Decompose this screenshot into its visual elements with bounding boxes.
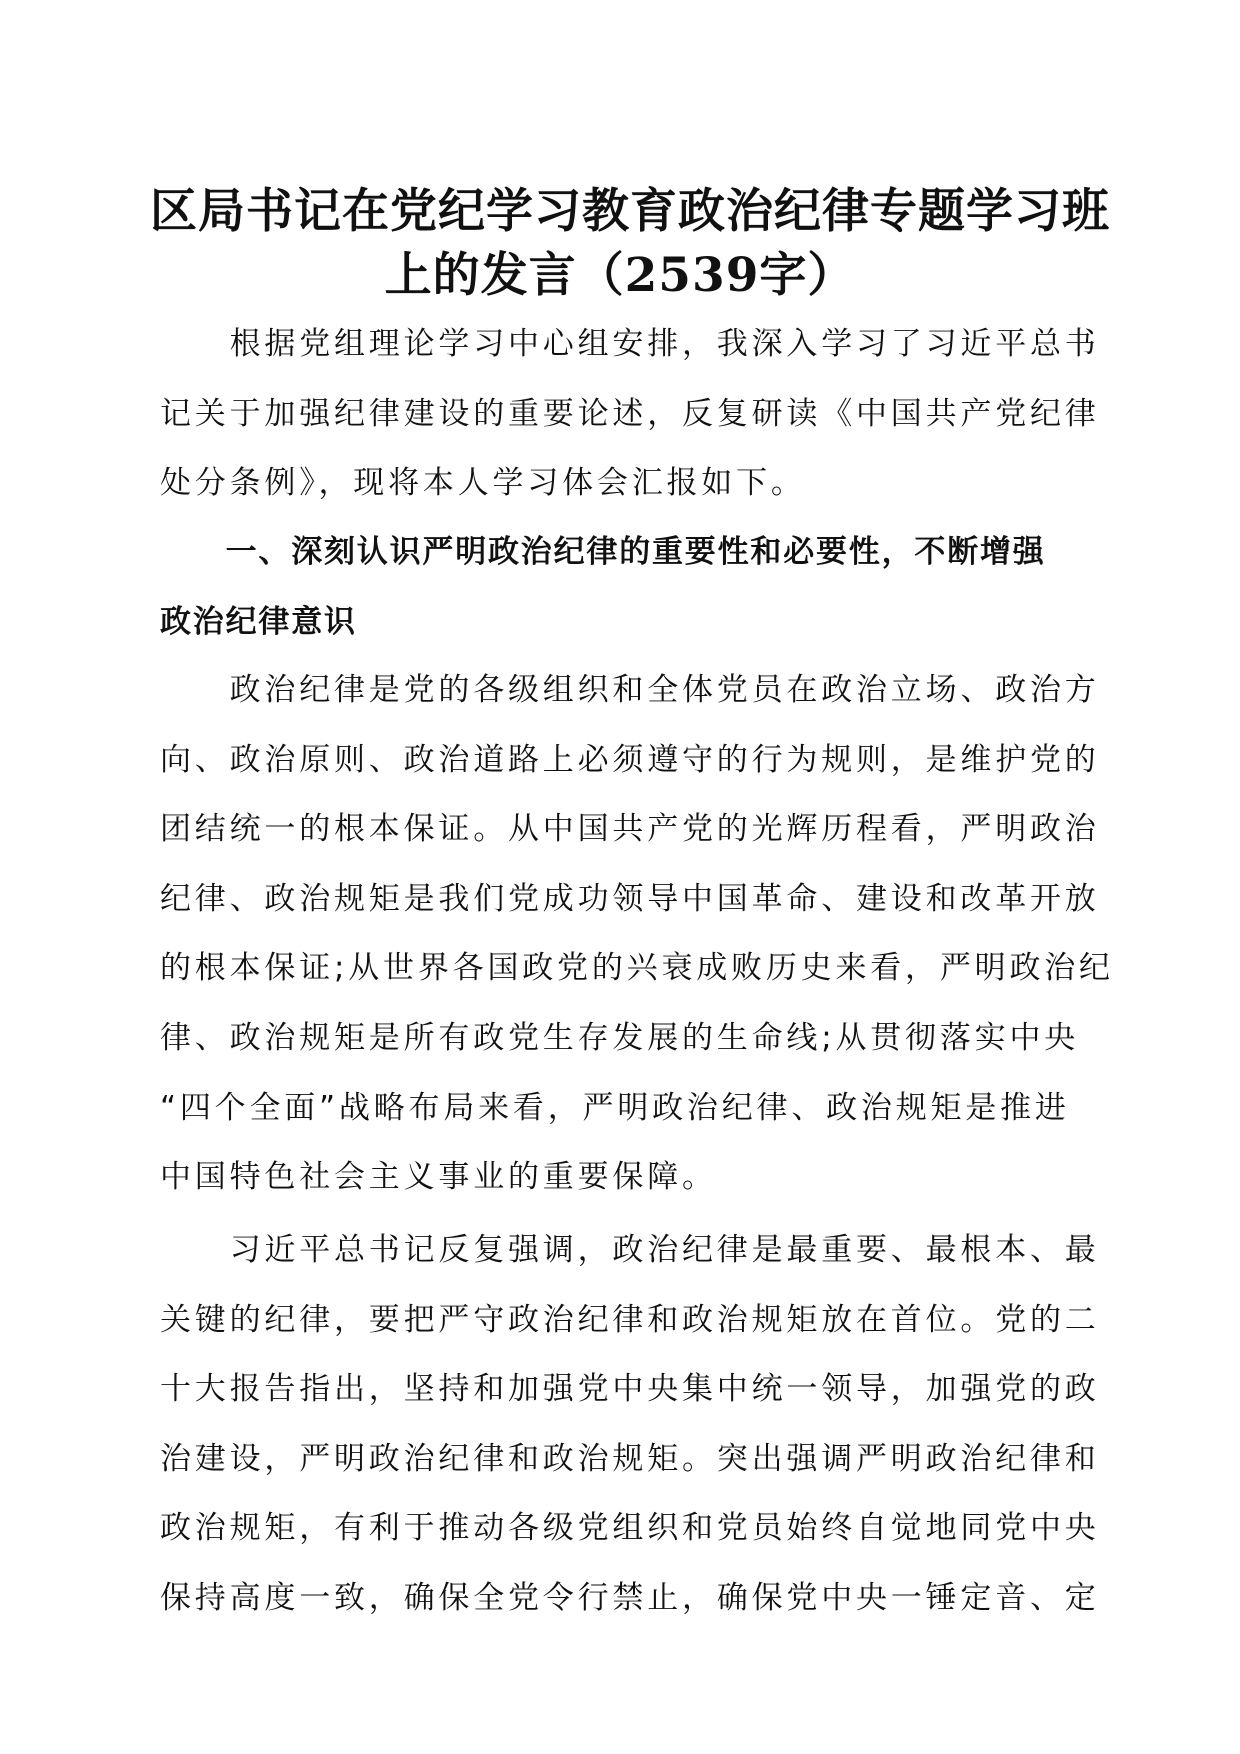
intro-paragraph	[160, 310, 1100, 519]
text-line: 律、政治规矩是所有政党生存发展的生命线;从贯彻落实中央	[160, 1019, 1080, 1056]
document-title	[150, 180, 1110, 308]
heading-line: 政治纪律意识	[160, 603, 357, 640]
section-heading	[160, 518, 1080, 657]
text-line: 习近平总书记反复强调，政治纪律是最重要、最根本、最	[160, 1232, 1100, 1268]
text-line: “四个全面”战略布局来看，严明政治纪律、政治规矩是推进	[160, 1089, 1070, 1126]
text-line: 向、政治原则、政治道路上必须遵守的行为规则，是维护党的	[160, 741, 1100, 778]
text-line: 中国特色社会主义事业的重要保障。	[160, 1159, 717, 1196]
heading-line: 一、深刻认识严明政治纪律的重要性和必要性，不断增强	[160, 534, 1046, 570]
text-line: 根据党组理论学习中心组安排，我深入学习了习近平总书	[160, 326, 1100, 362]
title-line-2: 上的发言（2539字）	[384, 248, 856, 303]
title-line-1: 区局书记在党纪学习教育政治纪律专题学习班	[150, 184, 1110, 239]
text-line: 纪律、政治规矩是我们党成功领导中国革命、建设和改革开放	[160, 880, 1100, 917]
text-line: 关键的纪律，要把严守政治纪律和政治规矩放在首位。党的二	[160, 1301, 1100, 1338]
text-line: 记关于加强纪律建设的重要论述，反复研读《中国共产党纪律	[160, 395, 1100, 432]
text-line: 的根本保证;从世界各国政党的兴衰成败历史来看，严明政治纪	[160, 950, 1114, 987]
text-line: 十大报告指出，坚持和加强党中央集中统一领导，加强党的政	[160, 1371, 1100, 1408]
text-line: 政治纪律是党的各级组织和全体党员在政治立场、政治方	[160, 672, 1100, 708]
text-line: 治建设，严明政治纪律和政治规矩。突出强调严明政治纪律和	[160, 1440, 1100, 1477]
text-line: 政治规矩，有利于推动各级党组织和党员始终自觉地同党中央	[160, 1510, 1100, 1547]
text-line: 处分条例》，现将本人学习体会汇报如下。	[160, 465, 806, 502]
body-paragraph	[160, 656, 1114, 1213]
body-paragraph	[160, 1216, 1100, 1634]
text-line: 保持高度一致，确保全党令行禁止，确保党中央一锤定音、定	[160, 1579, 1100, 1616]
text-line: 团结统一的根本保证。从中国共产党的光辉历程看，严明政治	[160, 811, 1100, 848]
